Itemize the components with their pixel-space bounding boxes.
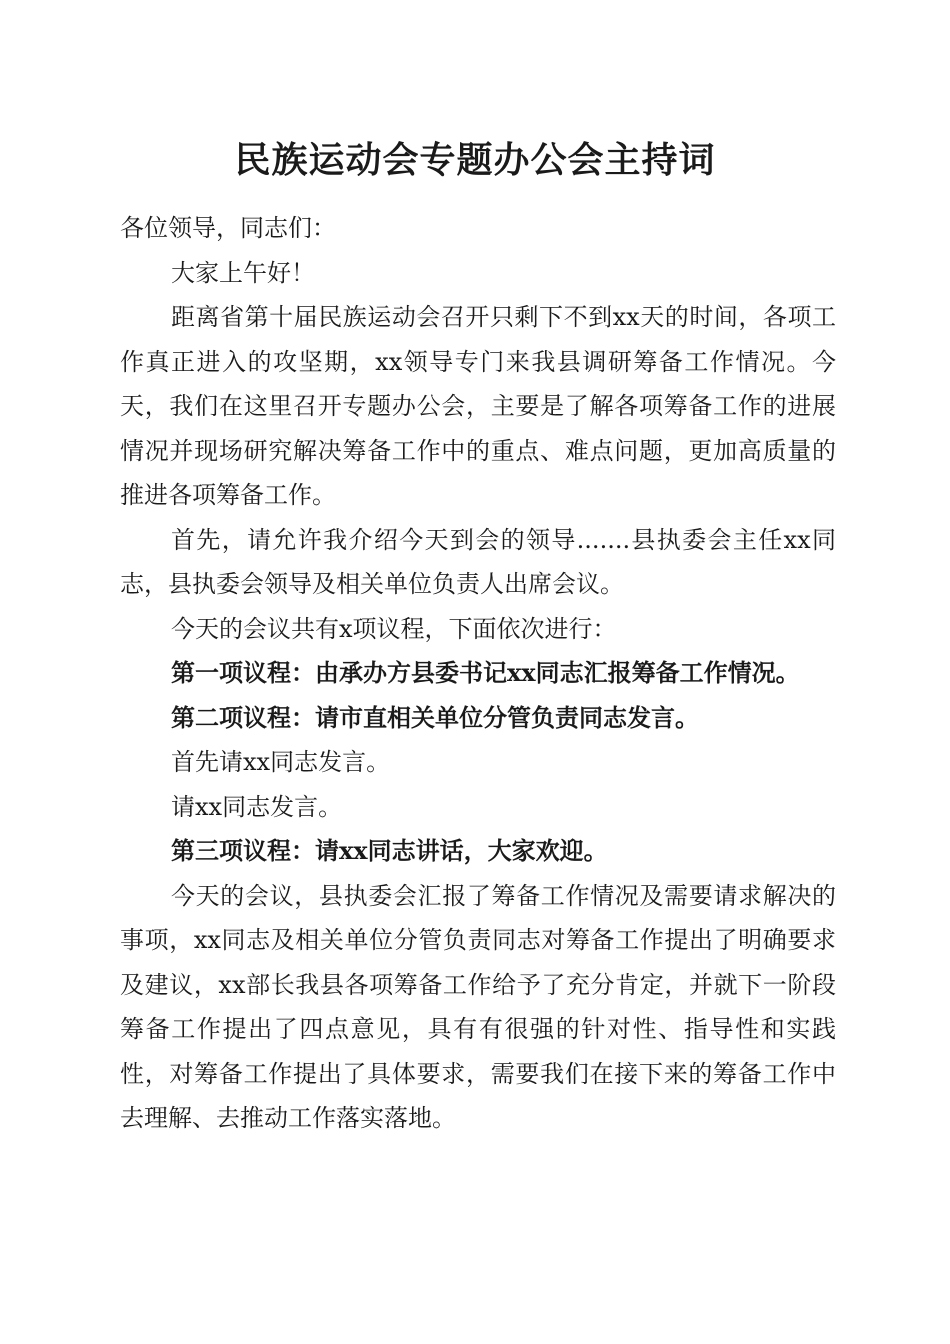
agenda-item-3: 第三项议程：请xx同志讲话，大家欢迎。	[171, 836, 608, 865]
salutation: 各位领导，同志们：	[120, 214, 336, 242]
speaker-second: 请xx同志发言。	[171, 792, 343, 821]
summary-paragraph: 今天的会议，县执委会汇报了筹备工作情况及需要请求解决的事项，xx同志及相关单位分管负责同志对筹备工作提出了明确要求及建议，xx部长我县各项筹备工作给予了充分肯定，并就下一阶段筹备工作提出了四点意见，具有有很强的针对性、指导性和实践性，对筹备工作提出了具体要求，需要我们在接下来的筹备工作中去理解、去推动工作落实落地。	[120, 881, 836, 1132]
intro-paragraph: 距离省第十届民族运动会召开只剩下不到xx天的时间，各项工作真正进入的攻坚期，xx领导专门来我县调研筹备工作情况。今天，我们在这里召开专题办公会，主要是了解各项筹备工作的进展情况并现场研究解决筹备工作中的重点、难点问题，更加高质量的推进各项筹备工作。	[120, 303, 836, 509]
speaker-first: 首先请xx同志发言。	[171, 748, 391, 776]
agenda-item-2: 第二项议程：请市直相关单位分管负责同志发言。	[171, 702, 699, 732]
document-body	[120, 206, 836, 1141]
agenda-overview: 今天的会议共有x项议程，下面依次进行：	[171, 614, 617, 643]
agenda-item-1: 第一项议程：由承办方县委书记xx同志汇报筹备工作情况。	[171, 658, 800, 687]
leaders-introduction: 首先，请允许我介绍今天到会的领导.......县执委会主任xx同志，县执委会领导及相关单位负责人出席会议。	[120, 525, 836, 598]
greeting: 大家上午好！	[171, 258, 315, 287]
document-title: 民族运动会专题办公会主持词	[234, 139, 716, 181]
